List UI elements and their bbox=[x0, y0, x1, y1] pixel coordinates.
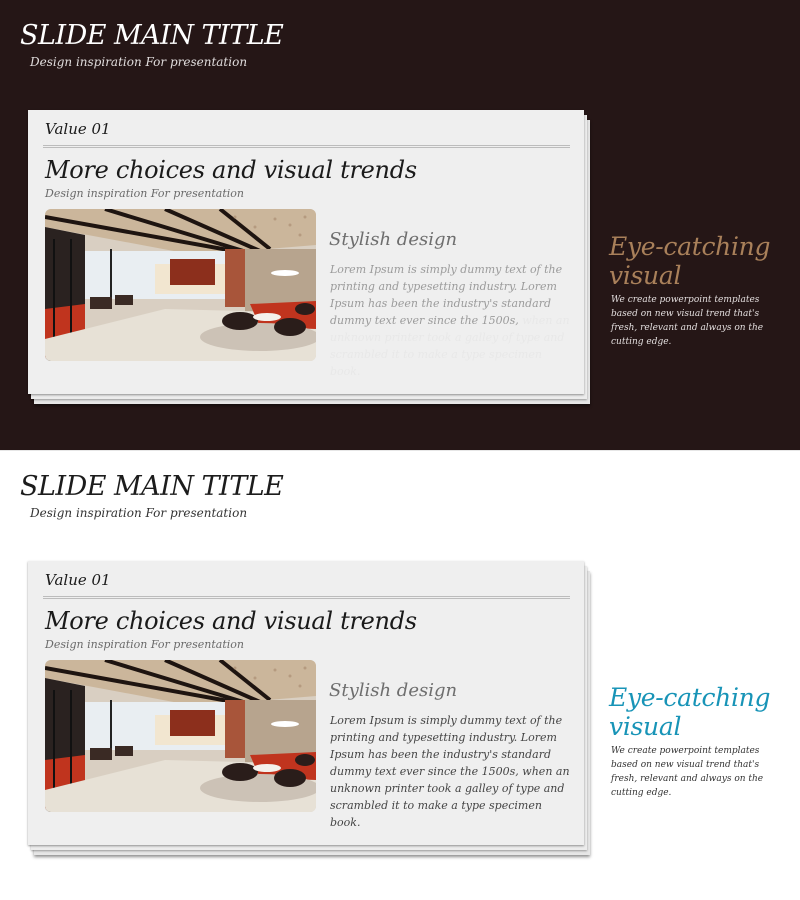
content-card bbox=[28, 110, 586, 402]
divider bbox=[43, 596, 570, 599]
side-title: Eye-catching visual bbox=[609, 683, 771, 741]
card-subheading: Design inspiration For presentation bbox=[45, 638, 244, 651]
office-photo bbox=[45, 660, 316, 812]
feature-body bbox=[330, 712, 570, 831]
feature-body-faded: Lorem Ipsum is simply dummy text of the printing and typesetting industry. Lorem Ipsum has been the industry's standard dummy text ever since the 1500s, bbox=[330, 714, 563, 778]
slide-light bbox=[0, 450, 800, 900]
feature-title: Stylish design bbox=[329, 680, 458, 701]
slide-subtitle: Design inspiration For presentation bbox=[30, 506, 248, 520]
side-title: Eye-catching visual bbox=[609, 232, 771, 290]
slide-title: SLIDE MAIN TITLE bbox=[20, 20, 284, 51]
office-photo bbox=[45, 209, 316, 361]
feature-body-normal: when an unknown printer took a galley of type and scrambled it to make a type specimen book. bbox=[330, 765, 570, 829]
content-card bbox=[28, 561, 586, 853]
side-body: We create powerpoint templates based on new visual trend that's fresh, relevant and always on the cutting edge. bbox=[611, 746, 764, 798]
slide-subtitle: Design inspiration For presentation bbox=[30, 55, 248, 69]
card-heading: More choices and visual trends bbox=[45, 607, 417, 635]
feature-body-faded: Lorem Ipsum is simply dummy text of the printing and typesetting industry. Lorem Ipsum has been the industry's standard dummy text ever since the 1500s, bbox=[330, 263, 563, 327]
slide-title: SLIDE MAIN TITLE bbox=[20, 471, 284, 502]
side-body: We create powerpoint templates based on new visual trend that's fresh, relevant and always on the cutting edge. bbox=[611, 295, 764, 347]
card-subheading: Design inspiration For presentation bbox=[45, 187, 244, 200]
card-label: Value 01 bbox=[45, 120, 111, 138]
card-panel bbox=[28, 110, 584, 394]
feature-title: Stylish design bbox=[329, 229, 458, 250]
card-label: Value 01 bbox=[45, 571, 111, 589]
card-heading: More choices and visual trends bbox=[45, 156, 417, 184]
feature-body bbox=[330, 261, 570, 380]
card-panel bbox=[28, 561, 584, 845]
divider bbox=[43, 145, 570, 148]
feature-body-normal: when an unknown printer took a galley of type and scrambled it to make a type specimen book. bbox=[330, 314, 570, 378]
